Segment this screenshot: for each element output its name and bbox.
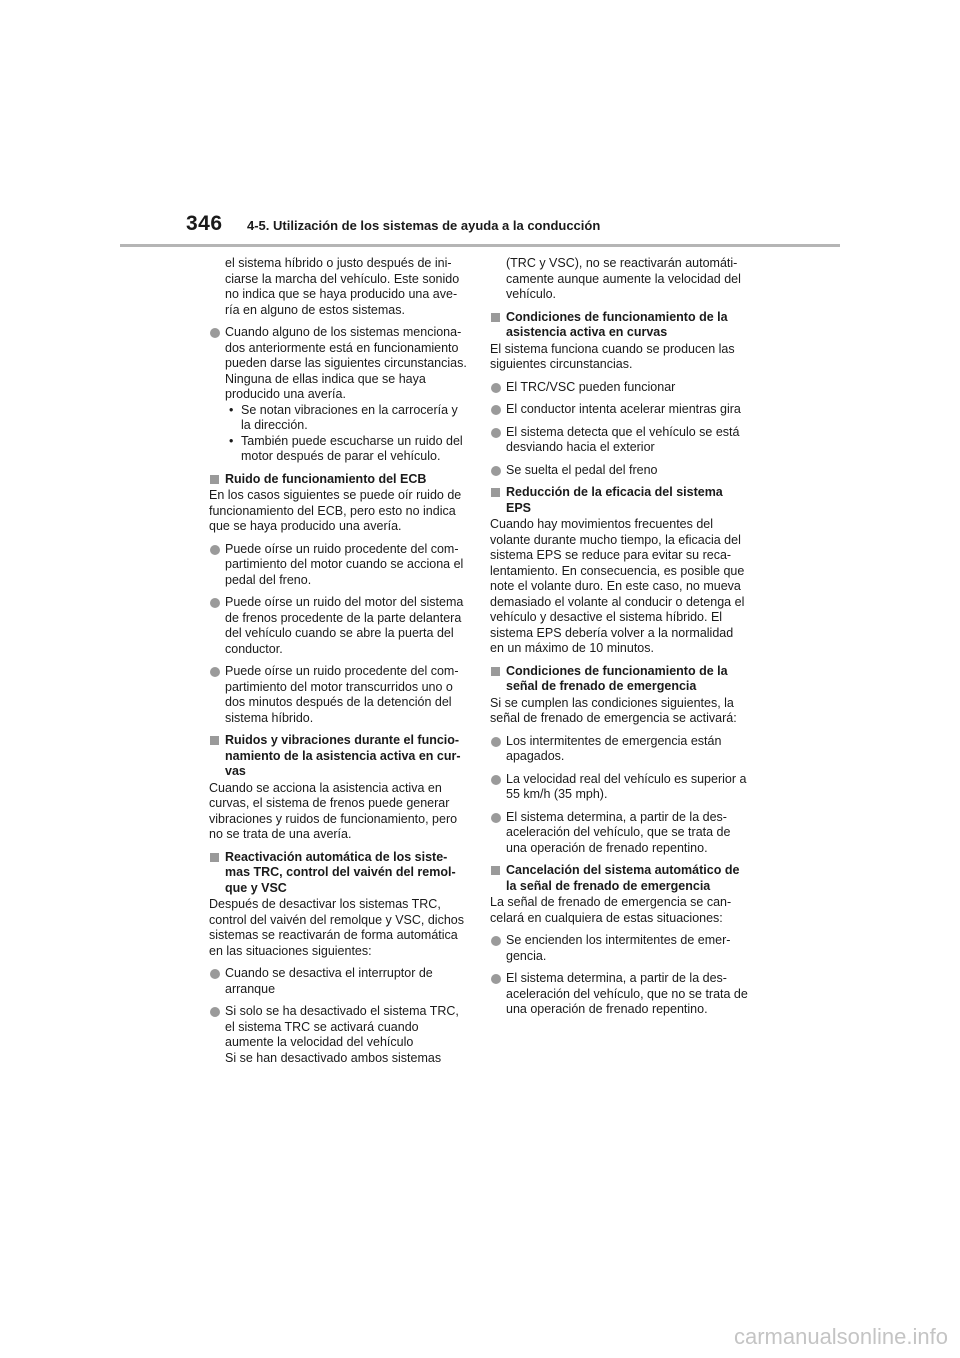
bullet-text: Puede oírse un ruido del motor del sistema de frenos procedente de la parte delantera del vehículo cuando se abre la puerta del conductor. <box>225 595 464 656</box>
square-bullet-icon <box>491 488 500 497</box>
paragraph: La señal de frenado de emergencia se cancelará en cualquiera de estas situaciones: <box>490 895 732 925</box>
list-item <box>209 664 467 726</box>
section-title: 4-5. Utilización de los sistemas de ayuda a la conducción <box>247 218 601 233</box>
sub-item-text: Se notan vibraciones en la carrocería y la dirección. <box>241 402 458 432</box>
section-heading <box>209 733 467 780</box>
list-item <box>209 325 467 465</box>
bullet-text: El sistema detecta que el vehículo se está desviando hacia el exterior <box>506 424 740 454</box>
paragraph: El sistema funciona cuando se producen las siguientes circunstancias. <box>490 341 735 371</box>
bullet-icon <box>491 936 501 946</box>
square-bullet-icon <box>491 866 500 875</box>
intro-paragraph: el sistema híbrido o justo después de iniciarse la marcha del vehículo. Este sonido no indica que se haya producido una avería en alguno de estos sistemas. <box>225 256 460 317</box>
list-item <box>209 966 467 997</box>
square-bullet-icon <box>210 736 219 745</box>
heading-text: Ruidos y vibraciones durante el funcionamiento de la asistencia activa en curvas <box>225 733 461 778</box>
sub-item-text: También puede escucharse un ruido del motor después de parar el vehículo. <box>241 433 463 463</box>
header-divider <box>120 244 840 247</box>
page-number: 346 <box>186 212 223 235</box>
bullet-text: Puede oírse un ruido procedente del compartimiento del motor cuando se acciona el pedal del freno. <box>225 541 464 587</box>
heading-text: Condiciones de funcionamiento de la señal de frenado de emergencia <box>506 663 728 693</box>
bullet-icon <box>210 598 220 608</box>
square-bullet-icon <box>491 313 500 322</box>
bullet-icon <box>491 428 501 438</box>
bullet-icon <box>210 667 220 677</box>
list-item <box>209 542 467 589</box>
bullet-text: Cuando alguno de los sistemas mencionados anteriormente está en funcionamiento pueden darse las siguientes circunstancias. Ninguna de ellas indica que se haya producido una avería. <box>225 325 467 401</box>
paragraph: Cuando se acciona la asistencia activa en curvas, el sistema de frenos puede generar vibraciones y ruidos de funcionamiento, pero no se trata de una avería. <box>209 780 458 841</box>
square-bullet-icon <box>210 853 219 862</box>
list-item <box>490 810 748 857</box>
bullet-text: Si solo se ha desactivado el sistema TRC, el sistema TRC se activará cuando aumente la velocidad del vehículo Si se han desactivado ambos sistemas <box>225 1004 459 1065</box>
section-heading <box>490 485 748 516</box>
bullet-text: Los intermitentes de emergencia están apagados. <box>506 733 722 763</box>
heading-text: Reactivación automática de los sistemas TRC, control del vaivén del remolque y VSC <box>225 849 456 895</box>
bullet-text: El sistema determina, a partir de la desaceleración del vehículo, que se trata de una operación de frenado repentino. <box>506 809 731 855</box>
heading-text: Condiciones de funcionamiento de la asistencia activa en curvas <box>506 309 728 339</box>
bullet-icon <box>491 383 501 393</box>
bullet-icon <box>491 775 501 785</box>
list-item <box>209 595 467 657</box>
list-item <box>490 933 748 964</box>
bullet-text: La velocidad real del vehículo es superior a 55 km/h (35 mph). <box>506 771 747 801</box>
sub-item <box>225 434 467 465</box>
list-item <box>490 463 748 479</box>
paragraph: En los casos siguientes se puede oír ruido de funcionamiento del ECB, pero esto no indica que se haya producido una avería. <box>209 488 462 533</box>
bullet-icon <box>491 466 501 476</box>
bullet-icon <box>210 969 220 979</box>
bullet-text: Se suelta el pedal del freno <box>506 462 658 477</box>
section-heading <box>209 850 467 897</box>
list-item <box>209 1004 467 1066</box>
list-item <box>490 425 748 456</box>
bullet-text: El sistema determina, a partir de la desaceleración del vehículo, que no se trata de una operación de frenado repentino. <box>506 971 748 1016</box>
bullet-icon <box>210 328 220 338</box>
bullet-text: Puede oírse un ruido procedente del compartimiento del motor transcurridos uno o dos minutos después de la detención del sistema híbrido. <box>225 664 459 725</box>
sub-bullet-icon: • <box>229 433 234 448</box>
bullet-icon <box>210 545 220 555</box>
paragraph: Después de desactivar los sistemas TRC, control del vaivén del remolque y VSC, dichos sistemas se reactivarán de forma automática en las situaciones siguientes: <box>209 897 464 958</box>
square-bullet-icon <box>491 667 500 676</box>
bullet-icon <box>210 1007 220 1017</box>
paragraph: Cuando hay movimientos frecuentes del volante durante mucho tiempo, la eficacia del sistema EPS se reduce para evitar su recalentamiento. En consecuencia, es posible que note el volante duro. En este caso, no mueva demasiado el volante al conducir o detenga el vehículo y desactive el sistema híbrido. El sistema EPS debería volver a la normalidad en un máximo de 10 minutos. <box>490 517 745 655</box>
section-heading <box>490 310 748 341</box>
section-heading <box>490 664 748 695</box>
bullet-icon <box>491 974 501 984</box>
list-item <box>490 402 748 418</box>
paragraph: Si se cumplen las condiciones siguientes, la señal de frenado de emergencia se activará: <box>490 695 737 725</box>
list-item <box>490 971 748 1018</box>
section-heading <box>490 863 748 894</box>
bullet-text: Cuando se desactiva el interruptor de arranque <box>225 966 433 996</box>
sub-item <box>225 403 467 434</box>
square-bullet-icon <box>210 475 219 484</box>
bullet-icon <box>491 737 501 747</box>
list-item <box>490 772 748 803</box>
bullet-text: Se encienden los intermitentes de emergencia. <box>506 933 731 963</box>
bullet-text: El conductor intenta acelerar mientras gira <box>506 402 741 416</box>
list-item <box>490 380 748 396</box>
list-item <box>490 734 748 765</box>
continuation-paragraph: (TRC y VSC), no se reactivarán automáticamente aunque aumente la velocidad del vehículo. <box>506 256 741 301</box>
section-heading <box>209 472 467 488</box>
bullet-icon <box>491 405 501 415</box>
heading-text: Ruido de funcionamiento del ECB <box>225 471 427 486</box>
heading-text: Reducción de la eficacia del sistema EPS <box>506 485 723 515</box>
bullet-text: El TRC/VSC pueden funcionar <box>506 379 676 394</box>
left-column <box>209 256 467 1073</box>
watermark: carmanualsonline.info <box>733 1324 948 1349</box>
right-column <box>490 256 748 1025</box>
sub-bullet-icon: • <box>229 402 234 417</box>
heading-text: Cancelación del sistema automático de la señal de frenado de emergencia <box>506 863 740 893</box>
bullet-icon <box>491 813 501 823</box>
